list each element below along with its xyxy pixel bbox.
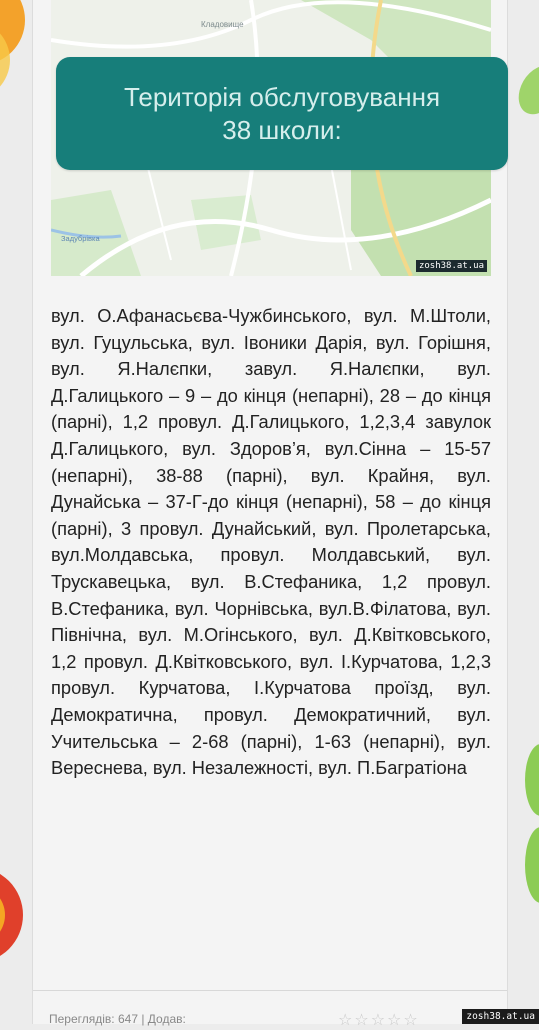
streets-list-text: вул. О.Афанасьєва-Чужбинського, вул. М.Штоли, вул. Гуцульська, вул. Івоники Дарія, вул. Горішня, вул. Я.Налєпки, завул. Я.Налєпки, вул. Д.Галицького – 9 – до кінця (непарні), 28 – до кінця (парні), 1,2 провул. Д.Галицького, 1,2,3,4 завулок Д.Галицького, вул. Здоров’я, вул.Сінна – 15-57 (непарні), 38-88 (парні), вул. Крайня, вул. Дунайська – 37-Г-до кінця (непарні), 58 – до кінця (парні), 3 провул. Дунайський, вул. Пролетарська, вул.Молдавська, провул. Молдавський, вул. Трускавецька, вул. В.Стефаника, 1,2 провул. В.Стефаника, вул. Чорнівська, вул.В.Філатова, вул. Північна, вул. М.Огінського, вул. Д.Квітковського, 1,2 провул. Д.Квітковського, вул. І.Курчатова, 1,2,3 провул. Курчатова, І.Курчатова проїзд, вул. Демократична, провул. Демократичний, вул. Учительська – 2-68 (парні), 1-63 (непарні), вул. Вереснева, вул. Незалежності, вул. П.Багратіона [51,305,491,779]
decorative-leaf-top-right [509,60,539,120]
content-card [32,0,508,1029]
map-label-zadubrivka: Задубрівка [61,234,100,243]
rating-stars[interactable]: ☆☆☆☆☆ [338,1012,420,1029]
title-line-2: 38 школи: [222,114,342,145]
footer-divider [33,990,507,991]
views-counter: Переглядів: 647 | Додав: [49,1012,186,1026]
map-watermark: zosh38.at.ua [416,260,487,272]
decorative-shape-bottom-left [0,860,35,970]
map-label-cemetery: Кладовище [201,20,244,29]
title-line-1: Територія обслуговування [123,81,441,112]
title-banner [56,57,508,170]
decorative-leaf-right [509,740,539,910]
site-watermark: zosh38.at.ua [462,1009,539,1024]
